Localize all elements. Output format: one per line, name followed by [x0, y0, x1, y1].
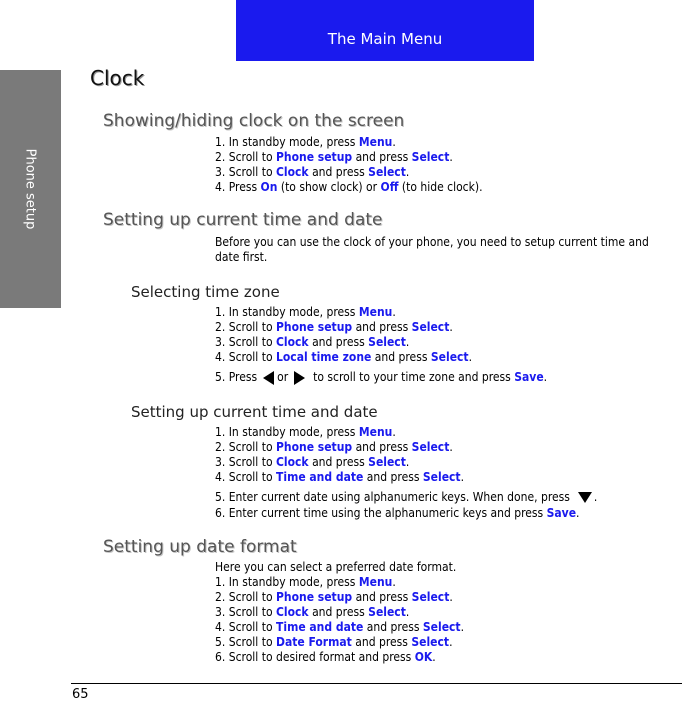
steps-time-date	[215, 425, 675, 521]
step: 3. Scroll to Clock and press Select.	[215, 605, 410, 619]
step: 6. Scroll to desired format and press OK.	[215, 650, 436, 664]
intro-setting-time: Before you can use the clock of your phone, you need to setup current time and date first.	[215, 235, 649, 264]
step: 5. Press or to scroll to your time zone and press Save.	[215, 370, 548, 384]
heading-show-hide-clock: Showing/hiding clock on the screen	[103, 111, 405, 131]
step: 4. Press On (to show clock) or Off (to hide clock).	[215, 180, 483, 194]
header-tab	[236, 0, 534, 61]
step: 2. Scroll to Phone setup and press Select.	[215, 150, 453, 164]
page-title: Clock	[90, 66, 145, 90]
step: 4. Scroll to Time and date and press Select.	[215, 470, 465, 484]
step: 4. Scroll to Local time zone and press Select.	[215, 350, 473, 364]
step: 3. Scroll to Clock and press Select.	[215, 165, 410, 179]
step: 2. Scroll to Phone setup and press Select.	[215, 590, 453, 604]
step: 1. In standby mode, press Menu.	[215, 425, 396, 439]
step: 1. In standby mode, press Menu.	[215, 575, 396, 589]
steps-date-format	[215, 560, 675, 665]
right-arrow-icon	[294, 371, 305, 385]
heading-date-format: Setting up date format	[103, 537, 297, 557]
down-arrow-icon	[578, 492, 592, 503]
footer-rule	[71, 683, 682, 684]
step: 5. Scroll to Date Format and press Select.	[215, 635, 453, 649]
heading-time-zone: Selecting time zone	[131, 283, 280, 301]
steps-show-hide	[215, 135, 675, 195]
left-arrow-icon	[263, 371, 274, 385]
side-tab	[0, 70, 61, 308]
step: 5. Enter current date using alphanumeric keys. When done, press .	[215, 490, 598, 504]
steps-time-zone	[215, 305, 675, 386]
step: 6. Enter current time using the alphanumeric keys and press Save.	[215, 506, 580, 520]
step: 2. Scroll to Phone setup and press Select.	[215, 320, 453, 334]
side-tab-label: Phone setup	[22, 148, 38, 230]
step: 2. Scroll to Phone setup and press Select.	[215, 440, 453, 454]
header-title: The Main Menu	[327, 30, 443, 48]
step: 3. Scroll to Clock and press Select.	[215, 455, 410, 469]
intro-date-format: Here you can select a preferred date format.	[215, 560, 457, 574]
step: 1. In standby mode, press Menu.	[215, 135, 396, 149]
heading-time-date: Setting up current time and date	[131, 403, 378, 421]
step: 4. Scroll to Time and date and press Select.	[215, 620, 465, 634]
page-number: 65	[72, 687, 89, 702]
step: 3. Scroll to Clock and press Select.	[215, 335, 410, 349]
heading-setting-time: Setting up current time and date	[103, 210, 383, 230]
step: 1. In standby mode, press Menu.	[215, 305, 396, 319]
